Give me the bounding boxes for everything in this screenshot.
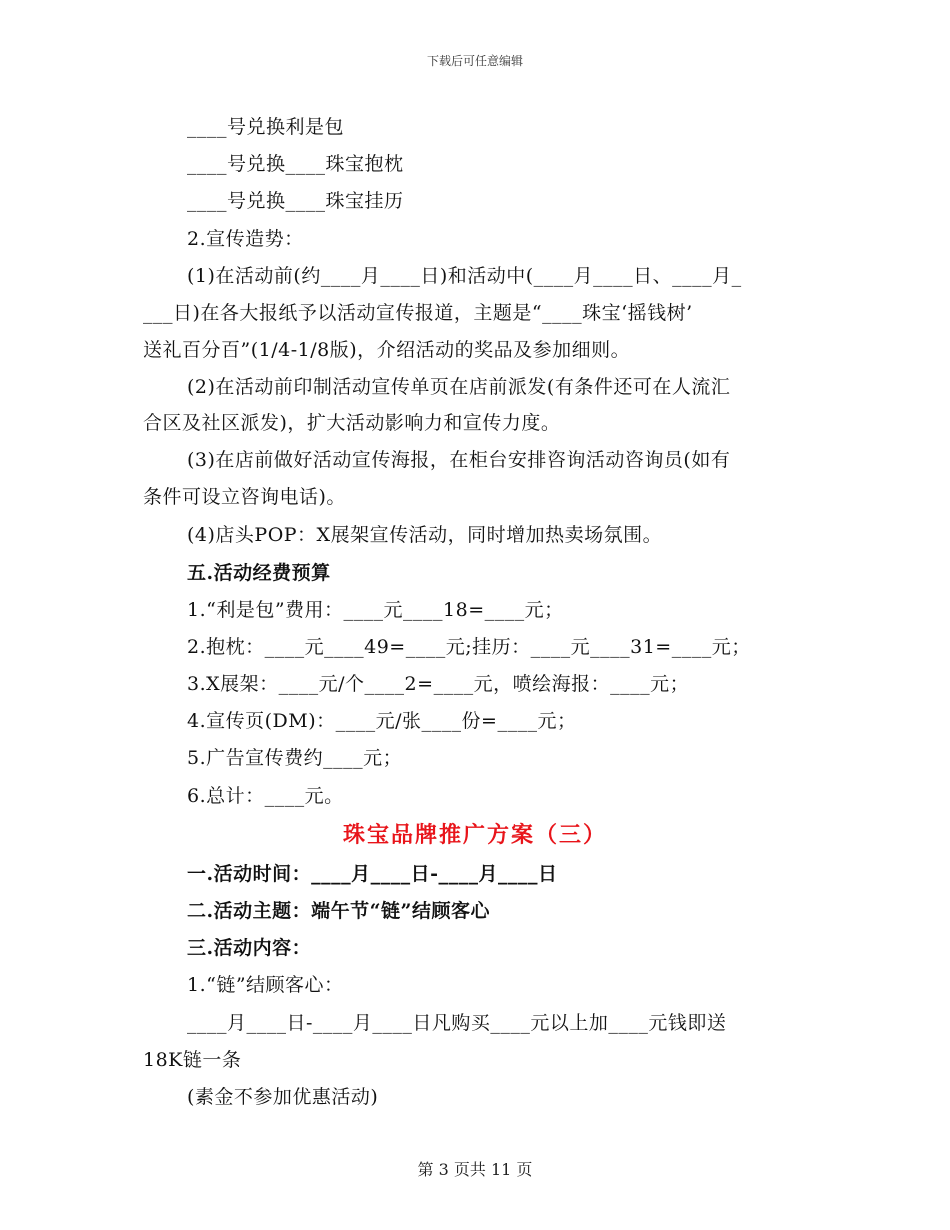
text-line: ____月____日-____月____日凡购买____元以上加____元钱即送 (187, 1012, 727, 1034)
text-line: 3.X展架：____元/个____2=____元，喷绘海报：____元； (187, 673, 690, 695)
text-line: 6.总计：____元。 (187, 785, 344, 807)
text-line: 5.广告宣传费约____元； (187, 747, 403, 769)
text-line: ____号兑换利是包 (187, 116, 345, 138)
page-header: 下载后可任意编辑 (426, 54, 523, 68)
section-title: 珠宝品牌推广方案（三） (342, 822, 607, 848)
section-heading: 三.活动内容： (187, 937, 312, 959)
text-line: 4.宣传页(DM)：____元/张____份=____元； (187, 710, 577, 732)
text-line: 送礼百分百”(1/4-1/8版)，介绍活动的奖品及参加细则。 (143, 339, 631, 361)
text-line: ____号兑换____珠宝挂历 (187, 190, 404, 212)
section-heading: 2.宣传造势： (187, 228, 304, 250)
text-line: (3)在店前做好活动宣传海报，在柜台安排咨询活动咨询员(如有 (187, 449, 731, 471)
text-line: (4)店头POP：X展架宣传活动，同时增加热卖场氛围。 (187, 524, 663, 546)
text-line: 1.“链”结顾客心： (187, 974, 344, 996)
text-line: (1)在活动前(约____月____日)和活动中(____月____日、____月_ (187, 265, 742, 287)
text-line: ___日)在各大报纸予以活动宣传报道，主题是“____珠宝‘摇钱树’ (143, 302, 693, 324)
text-line: (素金不参加优惠活动) (187, 1086, 379, 1108)
text-line: 条件可设立咨询电话)。 (143, 486, 346, 508)
text-line: ____号兑换____珠宝抱枕 (187, 153, 404, 175)
section-heading: 五.活动经费预算 (187, 562, 331, 584)
section-heading: 二.活动主题：端午节“链”结顾客心 (187, 900, 490, 922)
text-line: 合区及社区派发)，扩大活动影响力和宣传力度。 (143, 412, 561, 434)
page-footer: 第 3 页共 11 页 (417, 1160, 533, 1179)
text-line: (2)在活动前印制活动宣传单页在店前派发(有条件还可在人流汇 (187, 376, 731, 398)
text-line: 1.“利是包”费用：____元____18=____元； (187, 599, 564, 621)
text-line: 18K链一条 (143, 1049, 242, 1071)
text-line: 2.抱枕：____元____49=____元;挂历：____元____31=____元； (187, 636, 751, 658)
section-heading: 一.活动时间：____月____日-____月____日 (187, 863, 558, 885)
